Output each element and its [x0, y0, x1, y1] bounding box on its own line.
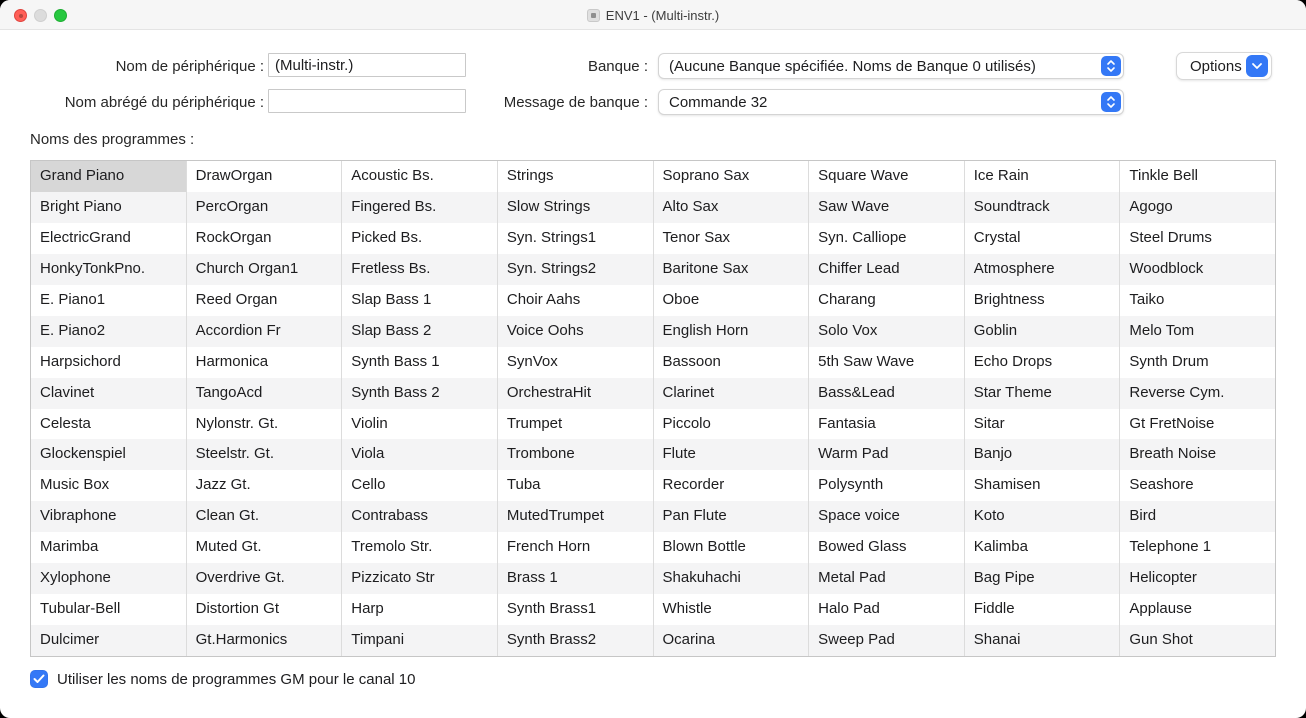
program-cell[interactable]: Blown Bottle: [662, 538, 746, 556]
program-cell[interactable]: Star Theme: [965, 378, 1120, 409]
program-cell[interactable]: Celesta: [40, 414, 91, 432]
program-cell[interactable]: Koto: [965, 501, 1120, 532]
program-cell[interactable]: Pizzicato Str: [342, 563, 497, 594]
program-column: [498, 161, 654, 656]
program-cell[interactable]: Reed Organ: [195, 290, 278, 308]
program-cell[interactable]: Voice Oohs: [498, 316, 653, 347]
program-cell[interactable]: Soundtrack: [965, 192, 1120, 223]
program-column: [31, 161, 187, 656]
program-cell[interactable]: SynVox: [506, 352, 558, 370]
program-cell[interactable]: E. Piano2: [31, 316, 186, 347]
bank-label: Banque :: [587, 58, 648, 75]
program-cell[interactable]: Sitar: [973, 414, 1005, 432]
program-cell[interactable]: Chiffer Lead: [809, 254, 964, 285]
program-cell[interactable]: Agogo: [1120, 192, 1275, 223]
program-cell[interactable]: Pan Flute: [654, 501, 809, 532]
program-cell[interactable]: Viola: [342, 439, 497, 470]
program-cell[interactable]: HonkyTonkPno.: [31, 254, 186, 285]
program-cell[interactable]: Shakuhachi: [654, 563, 809, 594]
gm-channel10-checkbox[interactable]: [30, 670, 48, 688]
program-cell[interactable]: Bright Piano: [31, 192, 186, 223]
program-cell[interactable]: Atmosphere: [965, 254, 1120, 285]
program-cell[interactable]: Helicopter: [1120, 563, 1275, 594]
program-cell[interactable]: PercOrgan: [187, 192, 342, 223]
program-cell[interactable]: Vibraphone: [31, 501, 186, 532]
program-cell[interactable]: 5th Saw Wave: [818, 352, 915, 370]
program-cell[interactable]: Violin: [351, 414, 388, 432]
program-cell[interactable]: Charang: [818, 290, 876, 308]
program-cell[interactable]: Fantasia: [818, 414, 876, 432]
program-cell[interactable]: Synth Brass2: [498, 625, 653, 656]
program-cell[interactable]: Fiddle: [973, 600, 1015, 618]
program-cell[interactable]: Glockenspiel: [31, 439, 186, 470]
program-cell[interactable]: Strings: [506, 167, 554, 184]
program-cell[interactable]: Jazz Gt.: [195, 476, 251, 494]
program-cell[interactable]: Goblin: [965, 316, 1120, 347]
short-device-name-input[interactable]: [268, 89, 466, 113]
program-cell[interactable]: Syn. Strings2: [498, 254, 653, 285]
program-cell[interactable]: Melo Tom: [1120, 316, 1275, 347]
program-cell[interactable]: Applause: [1129, 600, 1192, 618]
device-name-label: Nom de périphérique :: [115, 58, 264, 75]
program-cell[interactable]: Flute: [654, 439, 809, 470]
program-cell[interactable]: ElectricGrand: [40, 228, 131, 246]
document-proxy-icon: [587, 9, 600, 22]
program-cell[interactable]: Reverse Cym.: [1120, 378, 1275, 409]
program-cell[interactable]: Picked Bs.: [351, 228, 423, 246]
program-cell[interactable]: Metal Pad: [809, 563, 964, 594]
program-cell[interactable]: Ocarina: [654, 625, 809, 656]
short-device-name-label: Nom abrégé du périphérique :: [64, 94, 264, 111]
program-cell[interactable]: Synth Drum: [1129, 352, 1209, 370]
program-cell[interactable]: Marimba: [40, 538, 99, 556]
program-column: [654, 161, 810, 656]
program-cell[interactable]: Choir Aahs: [506, 290, 581, 308]
program-cell[interactable]: Tinkle Bell: [1129, 167, 1199, 184]
program-cell[interactable]: E. Piano1: [40, 290, 106, 308]
program-cell[interactable]: Shamisen: [973, 476, 1041, 494]
program-cell[interactable]: Seashore: [1129, 476, 1194, 494]
chevron-down-icon: [1246, 55, 1268, 77]
device-name-input[interactable]: [268, 53, 466, 77]
up-down-chevrons-icon: [1101, 56, 1121, 76]
window-title-area: [0, 0, 1306, 30]
program-cell[interactable]: Fretless Bs.: [342, 254, 497, 285]
program-column: [965, 161, 1121, 656]
bank-select-value: (Aucune Banque spécifiée. Noms de Banque 0 utilisés): [669, 57, 1036, 75]
program-cell[interactable]: Taiko: [1129, 290, 1165, 308]
program-cell[interactable]: Trombone: [498, 439, 653, 470]
program-cell[interactable]: OrchestraHit: [498, 378, 653, 409]
program-cell[interactable]: Music Box: [40, 476, 110, 494]
program-cell[interactable]: Gun Shot: [1120, 625, 1275, 656]
bank-message-label: Message de banque :: [503, 94, 648, 111]
program-cell[interactable]: Telephone 1: [1129, 538, 1212, 556]
program-cell[interactable]: Syn. Calliope: [818, 228, 907, 246]
program-cell[interactable]: Tenor Sax: [662, 228, 731, 246]
program-cell[interactable]: Bag Pipe: [965, 563, 1120, 594]
program-cell[interactable]: RockOrgan: [195, 228, 272, 246]
program-cell[interactable]: Trumpet: [506, 414, 563, 432]
program-cell[interactable]: Piccolo: [662, 414, 711, 432]
program-cell[interactable]: Accordion Fr: [187, 316, 342, 347]
checkmark-icon: [33, 674, 45, 684]
program-cell[interactable]: Tubular-Bell: [40, 600, 121, 618]
options-button[interactable]: [1176, 52, 1272, 80]
program-cell[interactable]: Saw Wave: [809, 192, 964, 223]
program-names-section-label: Noms des programmes :: [30, 131, 195, 148]
program-cell[interactable]: Dulcimer: [31, 625, 186, 656]
program-cell[interactable]: Slap Bass 1: [351, 290, 432, 308]
program-cell[interactable]: Echo Drops: [973, 352, 1053, 370]
program-cell[interactable]: Overdrive Gt.: [187, 563, 342, 594]
program-cell[interactable]: Soprano Sax: [662, 167, 750, 184]
program-cell[interactable]: Whistle: [662, 600, 712, 618]
program-cell[interactable]: TangoAcd: [187, 378, 342, 409]
program-cell[interactable]: Harmonica: [195, 352, 269, 370]
program-cell[interactable]: Slap Bass 2: [342, 316, 497, 347]
program-cell[interactable]: Distortion Gt: [195, 600, 279, 618]
gm-channel10-checkbox-label: Utiliser les noms de programmes GM pour le canal 10: [57, 670, 416, 688]
program-cell[interactable]: Gt.Harmonics: [187, 625, 342, 656]
program-cell[interactable]: French Horn: [506, 538, 591, 556]
program-cell[interactable]: Banjo: [965, 439, 1120, 470]
program-cell[interactable]: Cello: [351, 476, 386, 494]
program-cell[interactable]: Warm Pad: [809, 439, 964, 470]
program-cell[interactable]: Crystal: [973, 228, 1021, 246]
program-cell[interactable]: Oboe: [662, 290, 700, 308]
program-cell[interactable]: Square Wave: [818, 167, 909, 184]
program-cell[interactable]: Breath Noise: [1120, 439, 1275, 470]
gm-channel10-row: [30, 670, 415, 688]
program-cell[interactable]: English Horn: [654, 316, 809, 347]
program-cell[interactable]: Clarinet: [654, 378, 809, 409]
program-cell[interactable]: Bowed Glass: [818, 538, 907, 556]
program-cell[interactable]: Muted Gt.: [195, 538, 262, 556]
up-down-chevrons-icon: [1101, 92, 1121, 112]
program-cell[interactable]: Polysynth: [818, 476, 884, 494]
program-cell[interactable]: Acoustic Bs.: [351, 167, 434, 184]
program-cell[interactable]: DrawOrgan: [195, 167, 273, 184]
program-cell[interactable]: Fingered Bs.: [342, 192, 497, 223]
program-column: [187, 161, 343, 656]
program-cell[interactable]: Slow Strings: [498, 192, 653, 223]
program-cell[interactable]: Contrabass: [342, 501, 497, 532]
program-cell[interactable]: Brightness: [973, 290, 1045, 308]
program-cell[interactable]: Brass 1: [498, 563, 653, 594]
program-cell[interactable]: Sweep Pad: [809, 625, 964, 656]
window-title: ENV1 - (Multi-instr.): [605, 7, 720, 23]
program-column: [342, 161, 498, 656]
program-cell[interactable]: Bassoon: [662, 352, 721, 370]
program-cell[interactable]: Shanai: [965, 625, 1120, 656]
program-cell[interactable]: Church Organ1: [187, 254, 342, 285]
program-cell[interactable]: Syn. Strings1: [506, 228, 597, 246]
program-cell[interactable]: Halo Pad: [818, 600, 880, 618]
program-cell[interactable]: Xylophone: [31, 563, 186, 594]
program-cell[interactable]: Gt FretNoise: [1129, 414, 1215, 432]
program-cell[interactable]: Steelstr. Gt.: [187, 439, 342, 470]
program-cell[interactable]: Bass&Lead: [809, 378, 964, 409]
program-cell[interactable]: Recorder: [662, 476, 725, 494]
program-cell[interactable]: Synth Bass 2: [342, 378, 497, 409]
program-cell[interactable]: Nylonstr. Gt.: [195, 414, 279, 432]
program-cell[interactable]: Woodblock: [1120, 254, 1275, 285]
program-cell[interactable]: Clean Gt.: [187, 501, 342, 532]
program-cell[interactable]: Steel Drums: [1129, 228, 1212, 246]
program-cell[interactable]: Alto Sax: [654, 192, 809, 223]
bank-message-select-value: Commande 32: [669, 93, 768, 111]
program-name-table: [30, 160, 1276, 657]
bank-message-select[interactable]: [658, 89, 1124, 115]
program-column: [1120, 161, 1275, 656]
program-cell[interactable]: Timpani: [342, 625, 497, 656]
program-cell[interactable]: Baritone Sax: [654, 254, 809, 285]
title-bar: [0, 0, 1306, 30]
program-cell[interactable]: Bird: [1120, 501, 1275, 532]
options-button-label: Options: [1190, 57, 1242, 75]
program-cell[interactable]: Clavinet: [31, 378, 186, 409]
program-cell[interactable]: Harp: [351, 600, 384, 618]
program-cell[interactable]: Solo Vox: [809, 316, 964, 347]
program-column: [809, 161, 965, 656]
program-cell[interactable]: Synth Bass 1: [351, 352, 440, 370]
program-cell[interactable]: Grand Piano: [31, 161, 186, 192]
program-cell[interactable]: Harpsichord: [40, 352, 121, 370]
program-cell[interactable]: Kalimba: [973, 538, 1028, 556]
program-cell[interactable]: Tremolo Str.: [351, 538, 433, 556]
program-cell[interactable]: MutedTrumpet: [498, 501, 653, 532]
program-cell[interactable]: Synth Brass1: [506, 600, 597, 618]
program-cell[interactable]: Tuba: [506, 476, 541, 494]
program-cell[interactable]: Space voice: [809, 501, 964, 532]
bank-select[interactable]: [658, 53, 1124, 79]
program-cell[interactable]: Ice Rain: [973, 167, 1029, 184]
